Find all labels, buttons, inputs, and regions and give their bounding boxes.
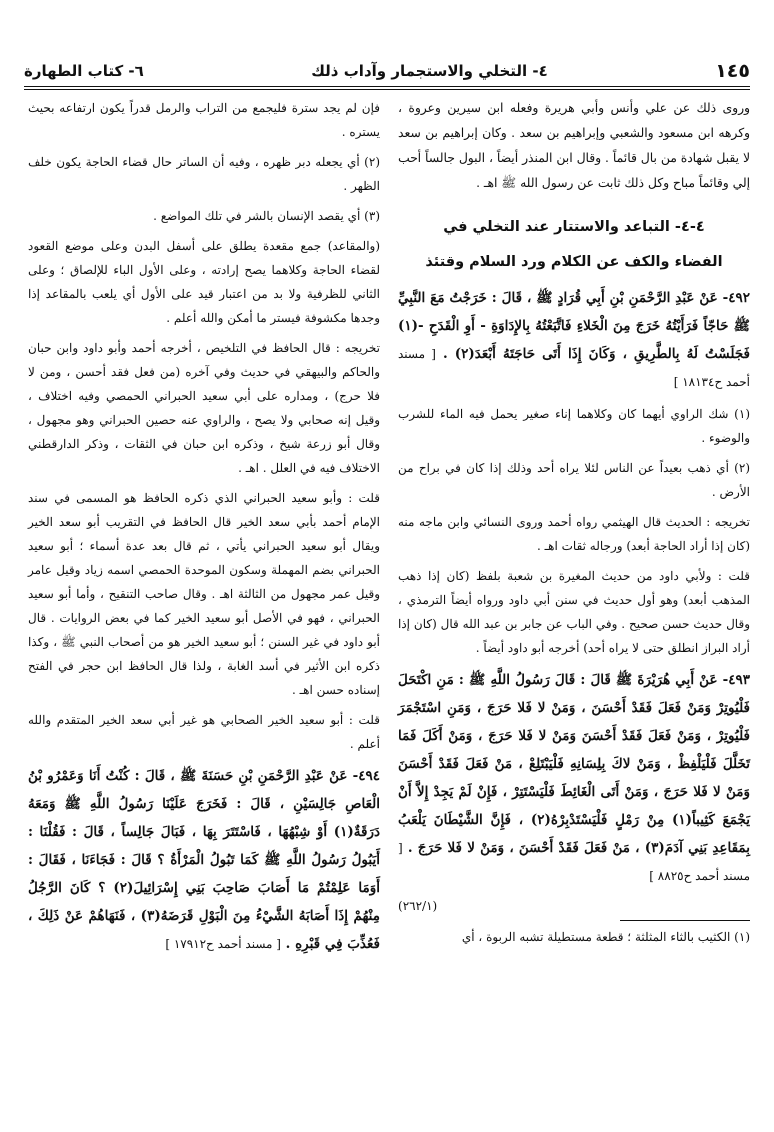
footnote: (٢) أي يجعله دبر ظهره ، وفيه أن الساتر حال قضاء الحاجة يكون خلف الظهر . [28, 155, 380, 193]
header-rule [24, 86, 750, 87]
continued-footnote: فإن لم يجد سترة فليجمع من التراب والرمل قدراً يكون ارتفاعه بحيث يستره . [28, 101, 380, 139]
footnote-separator [620, 920, 750, 921]
left-column [28, 96, 380, 964]
right-column [398, 96, 750, 955]
hadith-reference: [ مسند أحمد ح٨٨٢٥ ] [398, 841, 750, 883]
book-title: ٦- كتاب الطهارة [24, 62, 144, 80]
chapter-title: ٤- التخلي والاستجمار وآداب ذلك [311, 62, 548, 80]
hadith-493 [398, 666, 750, 890]
page-number: ١٤٥ [715, 60, 750, 82]
qultu-paragraph: قلت : ولأبي داود من حديث المغيرة بن شعبة بلفظ (كان إذا ذهب المذهب أبعد) وهو أول حديث في سنن أبي داود ورواه أيضاً الترمذي ، وقال حديث حسن صحيح . وفي الباب عن جابر بن عبد الله قال (كان إذا أراد البراز انطلق حتى لا يراه أحد) أخرجه أبو داود أيضاً . [398, 569, 750, 655]
footnote-number: (٢٦٢/١) [398, 899, 438, 913]
hadith-text: ٤٩٢- عَنْ عَبْدِ الرَّحْمَنِ بْنِ أَبِي قُرَادٍ ﷺ ، قَالَ : خَرَجْتُ مَعَ النَّبِيِّ ﷺ حَاجّاً فَرَأَيْتُهُ خَرَجَ مِنَ الْخَلاءِ فَاتَّبَعْتُهُ بِالإِدَاوَةِ - أَوِ الْقَدَحِ -(١) فَجَلَسْتُ لَهُ بِالطَّرِيقِ ، وَكَانَ إِذَا أَتَى حَاجَتَهُ أَبْعَدَ(٢) . [398, 290, 750, 362]
footnote: (٣) أي يقصد الإنسان بالشر في تلك المواضع . [153, 209, 380, 223]
maqaid-paragraph: (والمقاعد) جمع مقعدة يطلق على أسفل البدن وعلى موضع القعود لقضاء الحاجة وكلاهما يصح إرادته ، وعلى الأول الباء للإلصاق ؛ وعلى الثاني للظرفية ولا بد من اعتبار قيد على الأول أي يلعب بالمقاعد إذا وجدها مكشوفة فيستر ما أمكن والله أعلم . [28, 239, 380, 325]
page-header [24, 58, 750, 84]
footnote: (١) شك الراوي أيهما كان وكلاهما إناء صغير يحمل فيه الماء للشرب والوضوء . [398, 407, 750, 445]
header-rule-double [24, 89, 750, 90]
section-title-line: ٤-٤- التباعد والاستتار عند التخلي في [443, 219, 705, 235]
hadith-492 [398, 284, 750, 396]
hadith-494 [28, 762, 380, 958]
qultu-paragraph: قلت : وأبو سعيد الحبراني الذي ذكره الحافظ هو المسمى في سند الإمام أحمد بأبي سعد الخير قال الحافظ في التقريب أبو سعد الخير ويقال أبو سعيد الحبراني يأتي ، ثم قال بعد عدة أسماء ؛ أبو سعيد الحبراني بضم المهملة وسكون الموحدة الحمصي اسمه زياد وقيل عامر وقيل عمر مجهول من الثالثة اهـ . وقال صاحب التنقيح ، وأما أبو سعيد الحبراني ، فهو في الأصل أبو سعيد الخير كما في بعض الروايات . قال أبو داود في غير السنن ؛ أبو سعيد الخير هو من أصحاب النبي ﷺ ، وكذا ذكره ابن الأثير في أسد الغابة ، ولذا قال الحافظ ابن حجر في الفتح إسناده حسن اهـ . [28, 491, 380, 697]
section-title [398, 210, 750, 280]
intro-paragraph: وروى ذلك عن علي وأنس وأبي هريرة وفعله ابن سيرين وعروة ، وكرهه ابن مسعود والشعبي وإبراهيم بن سعد . وكان إبراهيم بن سعد لا يقبل شهادة من بال قائماً . وقال ابن المنذر أيضاً ، البول جالساً أحب إلي وقائماً مباح وكل ذلك ثابت عن رسول الله ﷺ اهـ . [398, 101, 750, 190]
footnote: (١) الكثيب بالثاء المثلثة ؛ قطعة مستطيلة تشبه الربوة ، أي [461, 930, 750, 944]
hadith-reference: [ مسند أحمد ح١٧٩١٢ ] [165, 937, 281, 951]
takhrij-paragraph: تخريجه : الحديث قال الهيثمي رواه أحمد وروى النسائي وابن ماجه منه (كان إذا أراد الحاجة أبعد) ورجاله ثقات اهـ . [398, 515, 750, 553]
takhrij-paragraph: تخريجه : قال الحافظ في التلخيص ، أخرجه أحمد وأبو داود وابن حبان والحاكم والبيهقي في حديث وفي آخره (من فعل فقد أحسن ، ومن لا فلا حرج) ، ومداره على أبي سعيد الحبراني الحمصي وفيه اختلاف ، وقيل إنه صحابي ولا يصح ، والراوي عنه حصين الحبراني وهو مجهول ، وقال أبو زرعة شيخ ، وذكره ابن حبان في الثقات ، وذكر الدارقطني الاختلاف فيه في العلل . اهـ . [28, 341, 380, 475]
hadith-text: ٤٩٣- عَنْ أَبِي هُرَيْرَةَ ﷺ قَالَ : قَالَ رَسُولُ اللَّهِ ﷺ : مَنِ اكْتَحَلَ فَلْيُوتِرْ وَمَنْ فَعَلَ فَقَدْ أَحْسَنَ ، وَمَنْ لا فَلا حَرَجَ ، وَمَنِ اسْتَجْمَرَ فَلْيُوتِرْ ، وَمَنْ فَعَلَ فَقَدْ أَحْسَنَ وَمَنْ لا فَلا حَرَجَ ، وَمَنْ أَكَلَ فَمَا تَخَلَّلَ فَلْيَلْفِظْ ، وَمَنْ لاكَ بِلِسَانِهِ فَلْيَبْتَلِعْ ، مَنْ فَعَلَ فَقَدْ أَحْسَنَ وَمَنْ لا فَلا حَرَجَ ، وَمَنْ أَتَى الْغَائِطَ فَلْيَسْتَتِرْ ، فَإِنْ لَمْ يَجِدْ إِلاَّ أَنْ يَجْمَعَ كَثِيباً(١) مِنْ رَمْلٍ فَلْيَسْتَدْبِرْهُ(٢) ، فَإِنَّ الشَّيْطَانَ يَلْعَبُ بِمَقَاعِدِ بَنِي آدَمَ(٣) ، مَنْ فَعَلَ فَقَدْ أَحْسَنَ ، وَمَنْ لا فَلا حَرَجَ . [398, 672, 751, 856]
section-title-line: الفضاء والكف عن الكلام ورد السلام وقتئذ [425, 254, 723, 270]
footnote: (٢) أي ذهب بعيداً عن الناس لئلا يراه أحد وذلك إذا كان في براح من الأرض . [398, 461, 750, 499]
hadith-text: ٤٩٤- عَنْ عَبْدِ الرَّحْمَنِ بْنِ حَسَنَةَ ﷺ ، قَالَ : كُنْتُ أَنَا وَعَمْرُو بْنُ الْعَاصِ جَالِسَيْنِ ، قَالَ : فَخَرَجَ عَلَيْنَا رَسُولُ اللَّهِ ﷺ وَمَعَهُ دَرَقَةٌ(١) أَوْ شِبْهُهَا ، فَاسْتَتَرَ بِهَا ، فَبَالَ جَالِساً ، قَالَ : فَقُلْنَا : أَيَبُولُ رَسُولُ اللَّهِ ﷺ كَمَا تَبُولُ الْمَرْأَةُ ؟ قَالَ : فَجَاءَنَا ، فَقَالَ : أَوَمَا عَلِمْتُمْ مَا أَصَابَ صَاحِبَ بَنِي إِسْرَائِيلَ(٢) ؟ كَانَ الرَّجُلُ مِنْهُمْ إِذَا أَصَابَهُ الشَّيْءُ مِنَ الْبَوْلِ قَرَضَهُ(٣) ، فَنَهَاهُمْ عَنْ ذَلِكَ ، فَعُذِّبَ فِي قَبْرِهِ . [28, 768, 380, 952]
qultu-paragraph: قلت : أبو سعيد الخير الصحابي هو غير أبي سعد الخير المتقدم والله أعلم . [28, 713, 380, 751]
hadith-reference: [ مسند أحمد ح١٨١٣٤ ] [398, 347, 750, 389]
